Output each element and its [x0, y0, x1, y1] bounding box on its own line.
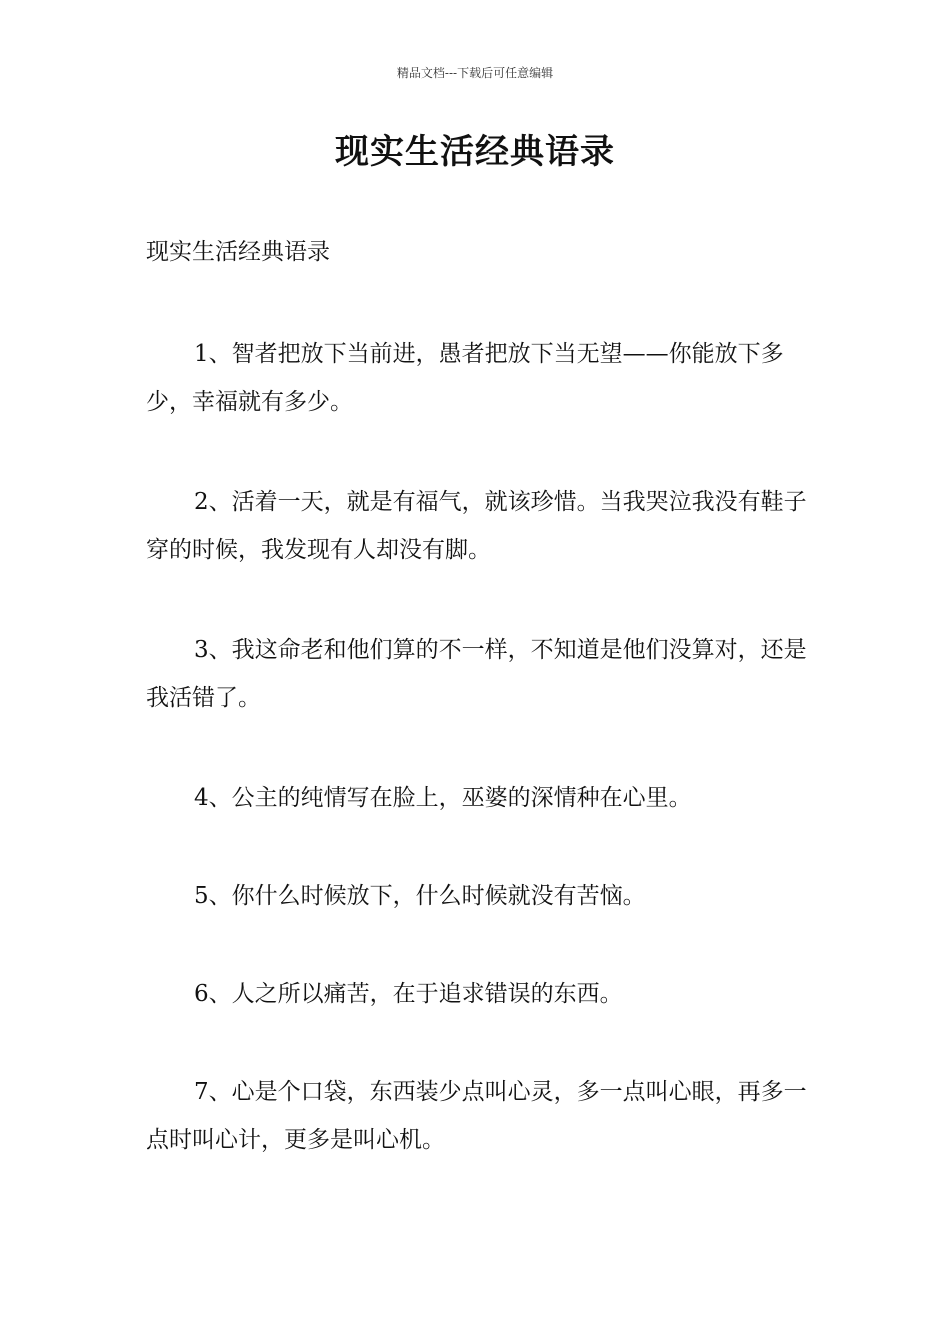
quote-item: 7、心是个口袋，东西装少点叫心灵，多一点叫心眼，再多一点时叫心计，更多是叫心机。 [146, 1079, 807, 1153]
quote-item: 5、你什么时候放下，什么时候就没有苦恼。 [194, 883, 646, 909]
header-note: 精品文档---下载后可任意编辑 [396, 66, 554, 80]
quote-list [146, 330, 826, 1216]
quote-item: 6、人之所以痛苦，在于追求错误的东西。 [194, 981, 623, 1007]
quote-item: 1、智者把放下当前进，愚者把放下当无望——你能放下多少，幸福就有多少。 [146, 341, 784, 415]
document-title: 现实生活经典语录 [335, 132, 615, 172]
quote-item: 4、公主的纯情写在脸上，巫婆的深情种在心里。 [194, 785, 692, 811]
document-subtitle: 现实生活经典语录 [146, 239, 330, 265]
quote-item: 2、活着一天，就是有福气，就该珍惜。当我哭泣我没有鞋子穿的时候，我发现有人却没有脚。 [146, 489, 807, 563]
quote-item: 3、我这命老和他们算的不一样，不知道是他们没算对，还是我活错了。 [146, 637, 807, 711]
